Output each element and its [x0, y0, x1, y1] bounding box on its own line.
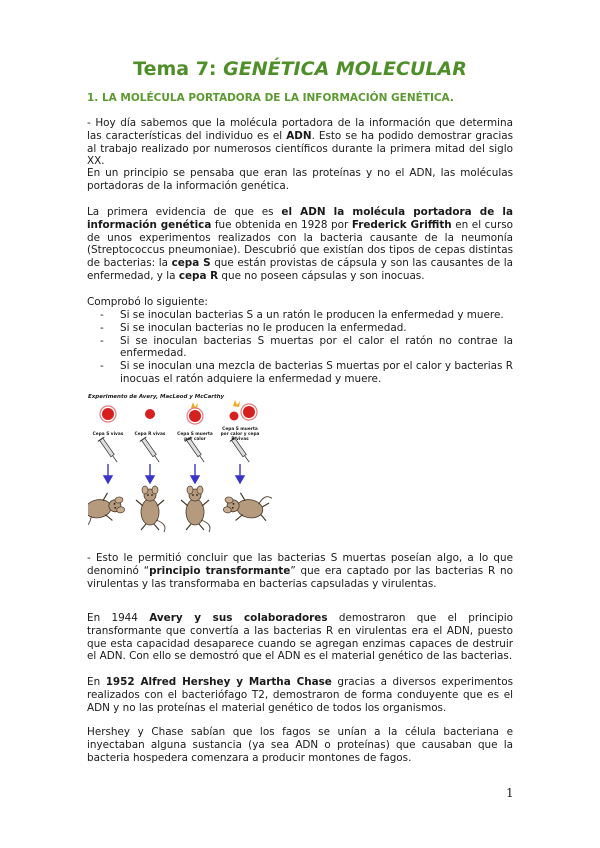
figure-label-2: Cepa R vivas	[134, 432, 166, 437]
live-mouse-icon	[181, 486, 210, 532]
list-item: - Si se inoculan bacterias no le producen la enfermedad.	[100, 322, 513, 335]
page-title: Tema 7: GENÉTICA MOLECULAR	[133, 58, 467, 80]
bacteria-mixture-icon	[230, 400, 258, 421]
bacteria-s-live-icon	[100, 406, 116, 422]
dead-mouse-icon	[222, 489, 272, 526]
figure-label-3: Cepa S muerta por calor	[177, 432, 213, 442]
findings-list	[100, 309, 513, 386]
section-heading: 1. LA MOLÉCULA PORTADORA DE LA INFORMACIÓN GENÉTICA.	[87, 92, 454, 104]
dead-mouse-icon	[88, 490, 126, 527]
paragraph-5: En 1944 Avery y sus colaboradores demostraron que el principio transformante que convertía a las bacterias R en virulentas era el ADN, puesto que esta capacidad desaparece cuando se agregan enzimas capaces de destruir el ADN. Con ello se demostró que el ADN es el material genético de las bacterias.	[87, 612, 513, 663]
list-intro: Comprobó lo siguiente:	[87, 296, 208, 308]
paragraph-7: Hershey y Chase sabían que los fagos se unían a la célula bacteriana e inyectaban alguna sustancia (ya sea ADN o proteínas) que causaban que la bacteria hospedera comenzara a producir montones de fagos.	[87, 726, 513, 764]
paragraph-1: - Hoy día sabemos que la molécula portadora de la información que determina las características del individuo es el ADN. Esto se ha podido demostrar gracias al trabajo realizado por numerosos científicos durante la primera mitad del siglo XX.	[87, 117, 513, 168]
page-number: 1	[506, 786, 514, 800]
figure-title: Experimento de Avery, MacLeod y McCarthy	[88, 394, 225, 400]
figure-label-4: Cepa S muerta por calor y cepa R vivas	[220, 427, 260, 442]
experiment-figure	[88, 394, 298, 539]
live-mouse-icon	[136, 486, 165, 532]
experiment-illustration	[88, 394, 298, 539]
bacteria-s-heat-killed-icon	[187, 402, 203, 424]
syringe-icon	[140, 437, 159, 462]
bacteria-r-live-icon	[145, 409, 155, 419]
paragraph-3: La primera evidencia de que es el ADN la molécula portadora de la información genética fue obtenida en 1928 por Frederick Griffith en el curso de unos experimentos realizados con la bacteria causante de la neumonía (Streptococcus pneumoniae). Descubrió que existían dos tipos de cepas distintas de bacterias: la cepa S que están provistas de cápsula y son las causantes de la enfermedad, y la cepa R que no poseen cápsulas y son inocuas.	[87, 206, 513, 282]
paragraph-4: - Esto le permitió concluir que las bacterias S muertas poseían algo, a lo que denominó “principio transformante” que era captado por las bacterias R no virulentas y las transformaba en bacterias capsuladas y virulentas.	[87, 552, 513, 590]
list-item: - Si se inoculan una mezcla de bacterias S muertas por el calor y bacterias R inocuas el ratón adquiere la enfermedad y muere.	[100, 360, 513, 386]
list-item: - Si se inoculan bacterias S muertas por el calor el ratón no contrae la enfermedad.	[100, 335, 513, 361]
list-item: - Si se inoculan bacterias S a un ratón le producen la enfermedad y muere.	[100, 309, 513, 322]
paragraph-6: En 1952 Alfred Hershey y Martha Chase gracias a diversos experimentos realizados con el bacteriófago T2, demostraron de forma conduyente que es el ADN y no las proteínas el material genético de todos los organismos.	[87, 676, 513, 714]
figure-label-1: Cepa S vivas	[92, 432, 124, 437]
syringe-icon	[98, 437, 117, 462]
paragraph-2: En un principio se pensaba que eran las proteínas y no el ADN, las moléculas portadoras de la información genética.	[87, 167, 513, 192]
